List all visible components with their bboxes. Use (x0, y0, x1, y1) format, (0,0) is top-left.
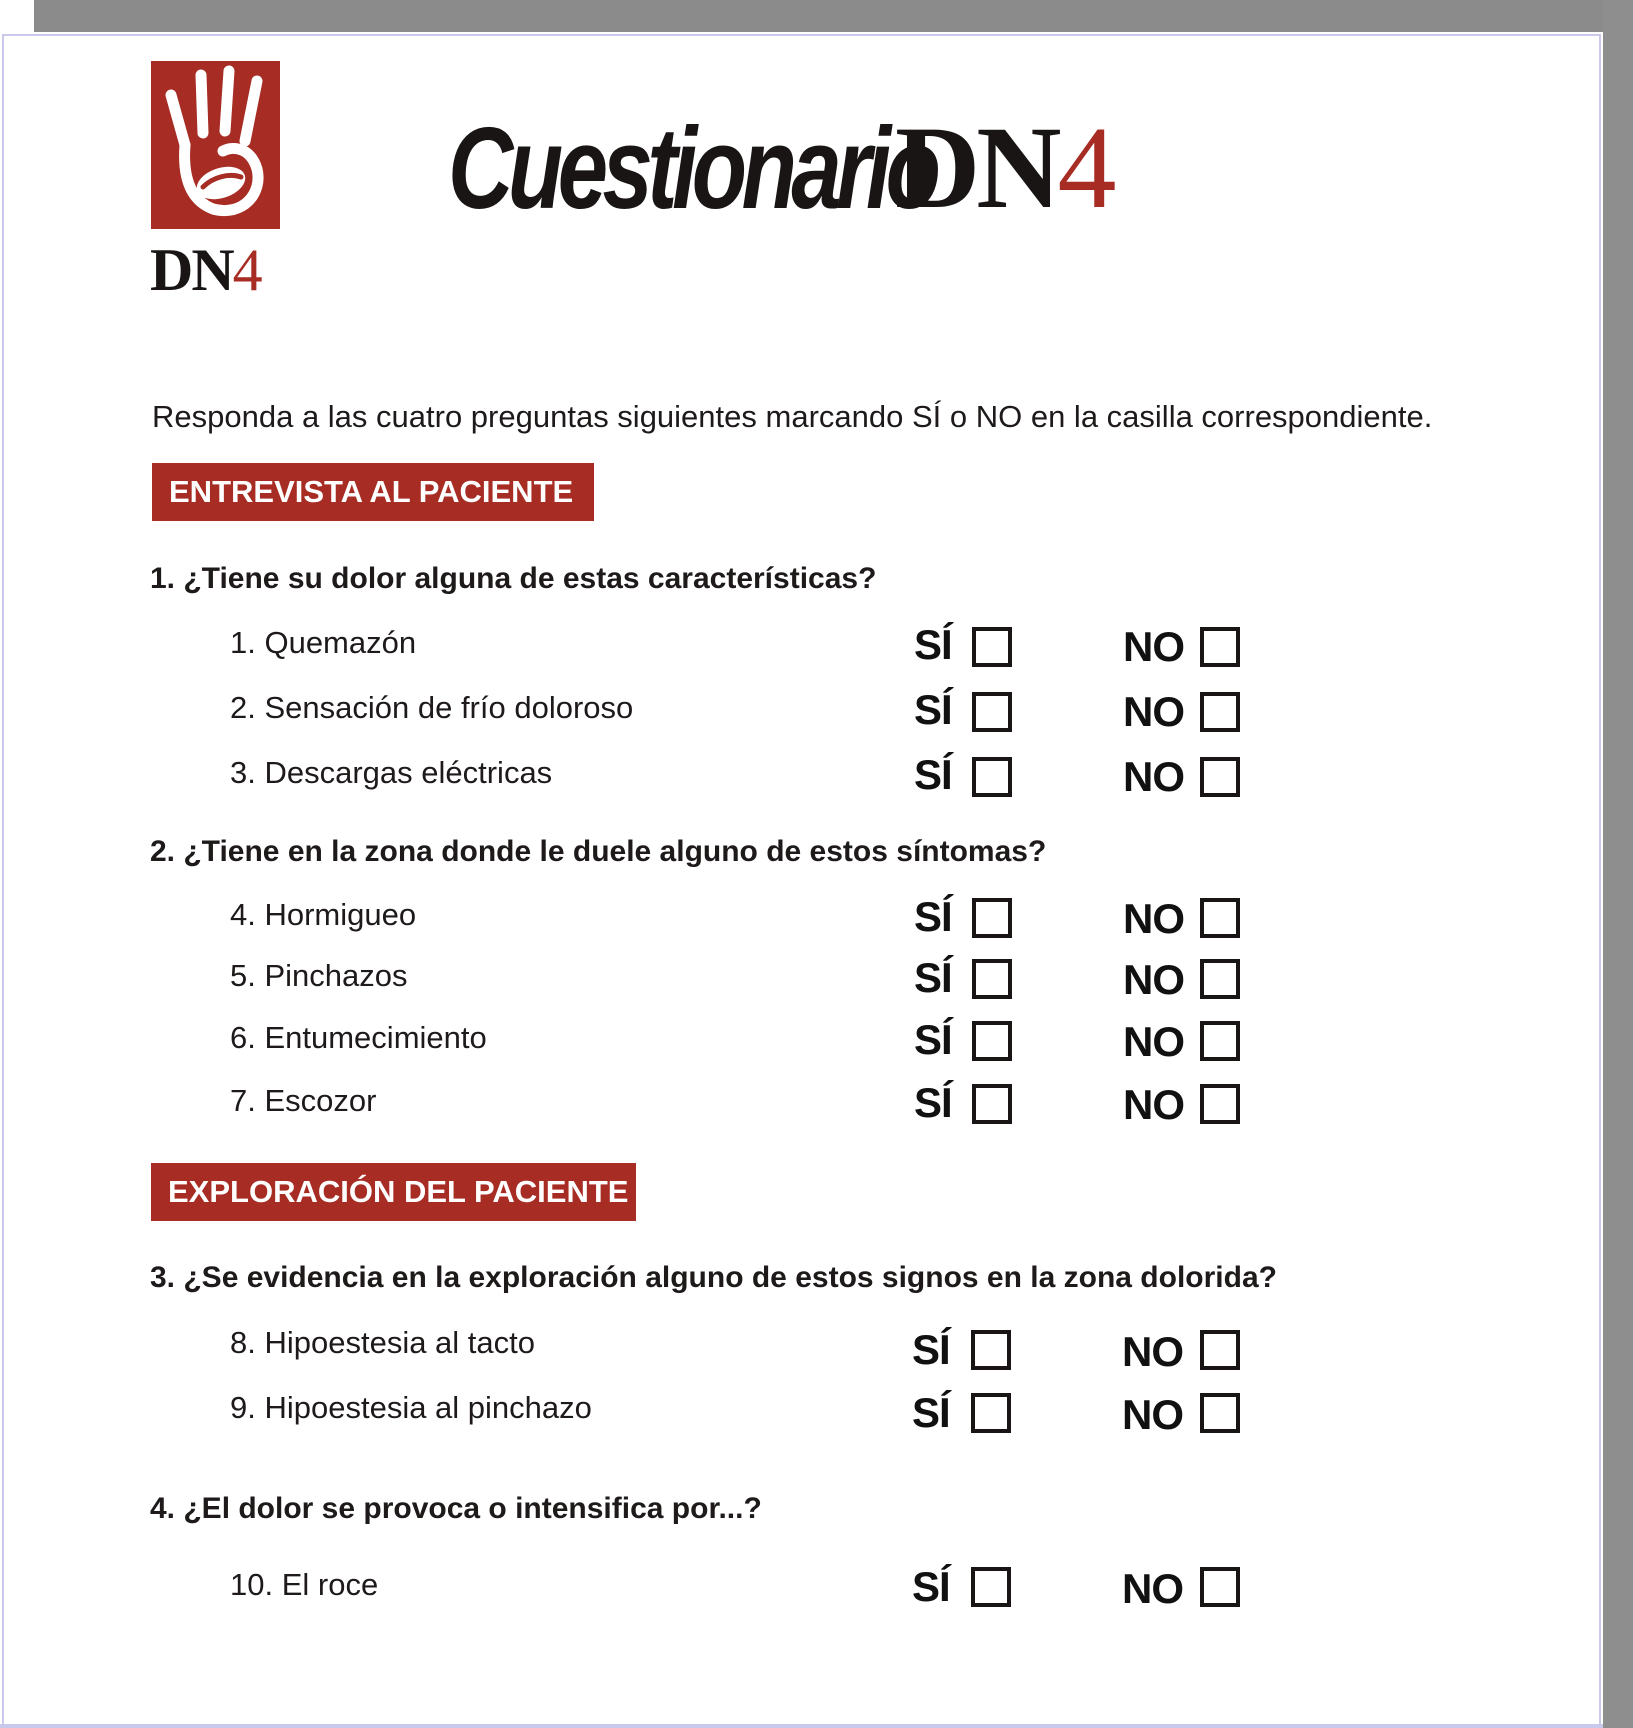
item-2-no-checkbox[interactable] (1200, 692, 1240, 732)
scan-margin (0, 0, 34, 32)
item-pinchazos: 5. Pinchazos (230, 958, 408, 993)
no-label: NO (1123, 688, 1184, 735)
logo-caption-dn: DN (150, 237, 233, 303)
item-hipoestesia-tacto: 8. Hipoestesia al tacto (230, 1325, 536, 1360)
no-label: NO (1122, 1391, 1183, 1438)
yes-label: SÍ (914, 751, 952, 798)
item-1-yes-checkbox[interactable] (972, 627, 1012, 667)
no-label: NO (1123, 956, 1184, 1003)
logo-caption (150, 237, 261, 303)
item-el-roce: 10. El roce (230, 1567, 379, 1602)
section-banner-entrevista: ENTREVISTA AL PACIENTE (152, 463, 594, 521)
item-5-yes-checkbox[interactable] (972, 959, 1012, 999)
yes-label: SÍ (912, 1563, 950, 1610)
yes-label: SÍ (914, 954, 952, 1001)
yes-label: SÍ (912, 1389, 950, 1436)
title-four: 4 (1057, 102, 1113, 233)
item-3-yes-checkbox[interactable] (972, 757, 1012, 797)
page-bottom-edge (0, 1724, 1603, 1728)
item-7-yes-checkbox[interactable] (972, 1084, 1012, 1124)
item-2-yes-checkbox[interactable] (972, 692, 1012, 732)
item-10-yes-checkbox[interactable] (971, 1567, 1011, 1607)
item-8-yes-checkbox[interactable] (971, 1330, 1011, 1370)
no-label: NO (1122, 1565, 1183, 1612)
question-4: 4. ¿El dolor se provoca o intensifica por...? (150, 1492, 762, 1525)
item-4-no-checkbox[interactable] (1200, 898, 1240, 938)
yes-label: SÍ (912, 1326, 950, 1373)
yes-label: SÍ (914, 686, 952, 733)
question-1: 1. ¿Tiene su dolor alguna de estas características? (150, 562, 877, 595)
item-quemazon: 1. Quemazón (230, 625, 417, 660)
no-label: NO (1123, 895, 1184, 942)
no-label: NO (1123, 1081, 1184, 1128)
section-banner-exploracion: EXPLORACIÓN DEL PACIENTE (151, 1163, 636, 1221)
item-sensacion-frio: 2. Sensación de frío doloroso (230, 690, 634, 725)
item-9-no-checkbox[interactable] (1200, 1393, 1240, 1433)
item-escozor: 7. Escozor (230, 1083, 377, 1118)
item-4-yes-checkbox[interactable] (972, 898, 1012, 938)
title-word: Cuestionario (448, 103, 936, 233)
item-10-no-checkbox[interactable] (1200, 1567, 1240, 1607)
yes-label: SÍ (914, 621, 952, 668)
page-title (448, 102, 1113, 264)
scan-shadow-right (1603, 0, 1633, 1728)
no-label: NO (1122, 1328, 1183, 1375)
question-3: 3. ¿Se evidencia en la exploración alguno de estos signos en la zona dolorida? (150, 1261, 1277, 1294)
scan-shadow-top (34, 0, 1633, 32)
title-dn-letters: DN (895, 102, 1058, 233)
item-descargas: 3. Descargas eléctricas (230, 755, 553, 790)
item-9-yes-checkbox[interactable] (971, 1393, 1011, 1433)
title-dn (895, 102, 1113, 233)
no-label: NO (1123, 753, 1184, 800)
item-hipoestesia-pinchazo: 9. Hipoestesia al pinchazo (230, 1390, 592, 1425)
dn4-logo (151, 61, 280, 229)
item-entumecimiento: 6. Entumecimiento (230, 1020, 487, 1055)
item-1-no-checkbox[interactable] (1200, 627, 1240, 667)
yes-label: SÍ (914, 1079, 952, 1126)
no-label: NO (1123, 623, 1184, 670)
item-6-yes-checkbox[interactable] (972, 1021, 1012, 1061)
item-3-no-checkbox[interactable] (1200, 757, 1240, 797)
item-hormigueo: 4. Hormigueo (230, 897, 417, 932)
item-8-no-checkbox[interactable] (1200, 1330, 1240, 1370)
item-7-no-checkbox[interactable] (1200, 1084, 1240, 1124)
hand-icon (151, 61, 280, 229)
question-2: 2. ¿Tiene en la zona donde le duele alguno de estos síntomas? (150, 835, 1047, 868)
logo-caption-4: 4 (232, 237, 261, 303)
no-label: NO (1123, 1018, 1184, 1065)
item-5-no-checkbox[interactable] (1200, 959, 1240, 999)
yes-label: SÍ (914, 893, 952, 940)
instructions: Responda a las cuatro preguntas siguientes marcando SÍ o NO en la casilla correspondiente. (152, 399, 1433, 434)
yes-label: SÍ (914, 1016, 952, 1063)
item-6-no-checkbox[interactable] (1200, 1021, 1240, 1061)
